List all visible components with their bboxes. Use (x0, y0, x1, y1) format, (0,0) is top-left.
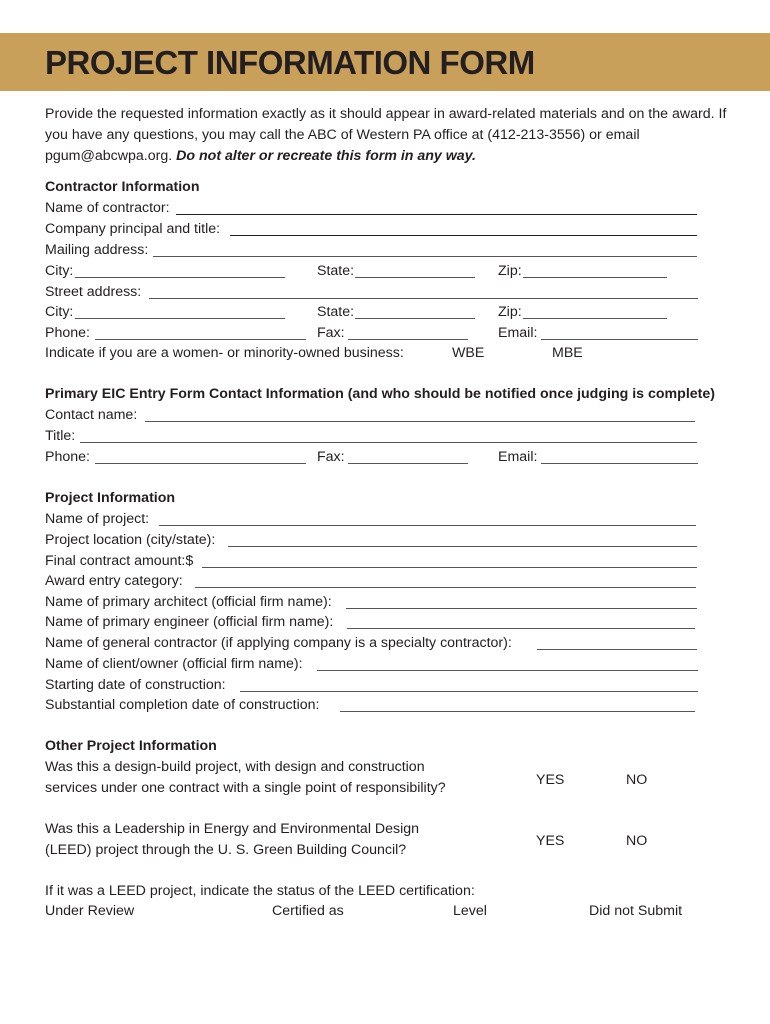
leed-status-label: If it was a LEED project, indicate the status of the LEED certification: (45, 883, 475, 899)
email-label: Email: (498, 325, 538, 341)
city-field[interactable] (75, 277, 285, 278)
city-label: City: (45, 263, 74, 279)
design-build-no[interactable]: NO (626, 772, 648, 788)
project-name-field[interactable] (159, 525, 696, 526)
other-heading: Other Project Information (45, 738, 217, 754)
contact-name-label: Contact name: (45, 407, 138, 423)
project-name-label: Name of project: (45, 511, 150, 527)
mailing-field[interactable] (153, 256, 697, 257)
engineer-field[interactable] (347, 628, 695, 629)
street-field[interactable] (149, 298, 698, 299)
status-under-review[interactable]: Under Review (45, 903, 135, 919)
status-did-not-submit[interactable]: Did not Submit (589, 903, 683, 919)
phone-label: Phone: (45, 325, 90, 341)
start-date-field[interactable] (240, 691, 698, 692)
contact-phone-field[interactable] (95, 463, 306, 464)
email-field[interactable] (541, 339, 698, 340)
contact-email-label: Email: (498, 449, 538, 465)
state2-field[interactable] (355, 318, 475, 319)
client-owner-label: Name of client/owner (official firm name): (45, 656, 303, 672)
design-build-question-line1: Was this a design-build project, with design and construction (45, 759, 425, 775)
fax-label: Fax: (317, 325, 345, 341)
contractor-name-label: Name of contractor: (45, 200, 170, 216)
zip-field[interactable] (523, 277, 667, 278)
contact-fax-field[interactable] (348, 463, 468, 464)
intro-text: Provide the requested information exactly as it should appear in award-related materials and on the award. If you have any questions, you may call the ABC of Western PA office at (412-213-3556) or email pgum@abcwpa.org. (45, 106, 727, 164)
zip2-field[interactable] (523, 318, 667, 319)
project-heading: Project Information (45, 490, 176, 506)
general-contractor-field[interactable] (537, 649, 697, 650)
leed-question-line1: Was this a Leadership in Energy and Environmental Design (45, 821, 420, 837)
wbe-option[interactable]: WBE (452, 345, 485, 361)
contact-email-field[interactable] (541, 463, 698, 464)
principal-field[interactable] (230, 235, 697, 236)
contact-name-field[interactable] (145, 421, 695, 422)
award-category-field[interactable] (195, 587, 696, 588)
state-field[interactable] (355, 277, 475, 278)
status-level[interactable]: Level (453, 903, 487, 919)
start-date-label: Starting date of construction: (45, 677, 226, 693)
city2-label: City: (45, 304, 74, 320)
city2-field[interactable] (75, 318, 285, 319)
leed-question-line2: (LEED) project through the U. S. Green Building Council? (45, 842, 407, 858)
fax-field[interactable] (348, 339, 468, 340)
state2-label: State: (317, 304, 355, 320)
general-contractor-label: Name of general contractor (if applying company is a specialty contractor): (45, 635, 512, 651)
architect-field[interactable] (346, 608, 697, 609)
leed-no[interactable]: NO (626, 833, 648, 849)
project-location-label: Project location (city/state): (45, 532, 216, 548)
zip-label: Zip: (498, 263, 522, 279)
intro-paragraph (45, 104, 735, 166)
contact-title-field[interactable] (80, 442, 697, 443)
zip2-label: Zip: (498, 304, 522, 320)
contractor-name-field[interactable] (176, 214, 697, 215)
street-label: Street address: (45, 284, 142, 300)
contract-amount-field[interactable] (202, 567, 697, 568)
state-label: State: (317, 263, 355, 279)
contact-title-label: Title: (45, 428, 76, 444)
contractor-heading: Contractor Information (45, 179, 200, 195)
principal-label: Company principal and title: (45, 221, 221, 237)
project-location-field[interactable] (228, 546, 697, 547)
contract-amount-label: Final contract amount:$ (45, 553, 194, 569)
award-category-label: Award entry category: (45, 573, 183, 589)
design-build-question-line2: services under one contract with a single point of responsibility? (45, 780, 446, 796)
phone-field[interactable] (95, 339, 306, 340)
mailing-label: Mailing address: (45, 242, 149, 258)
architect-label: Name of primary architect (official firm name): (45, 594, 332, 610)
contact-fax-label: Fax: (317, 449, 345, 465)
intro-emphasis: Do not alter or recreate this form in any way. (176, 147, 476, 164)
design-build-yes[interactable]: YES (536, 772, 565, 788)
client-owner-field[interactable] (317, 670, 698, 671)
completion-date-field[interactable] (340, 711, 695, 712)
engineer-label: Name of primary engineer (official firm name): (45, 614, 334, 630)
contact-phone-label: Phone: (45, 449, 90, 465)
leed-yes[interactable]: YES (536, 833, 565, 849)
mbe-option[interactable]: MBE (552, 345, 583, 361)
minority-label: Indicate if you are a women- or minority-owned business: (45, 345, 404, 361)
form-title: PROJECT INFORMATION FORM (45, 44, 535, 81)
eic-heading: Primary EIC Entry Form Contact Information (and who should be notified once judging is complete) (45, 386, 716, 402)
status-certified-as[interactable]: Certified as (272, 903, 344, 919)
completion-date-label: Substantial completion date of construction: (45, 697, 320, 713)
